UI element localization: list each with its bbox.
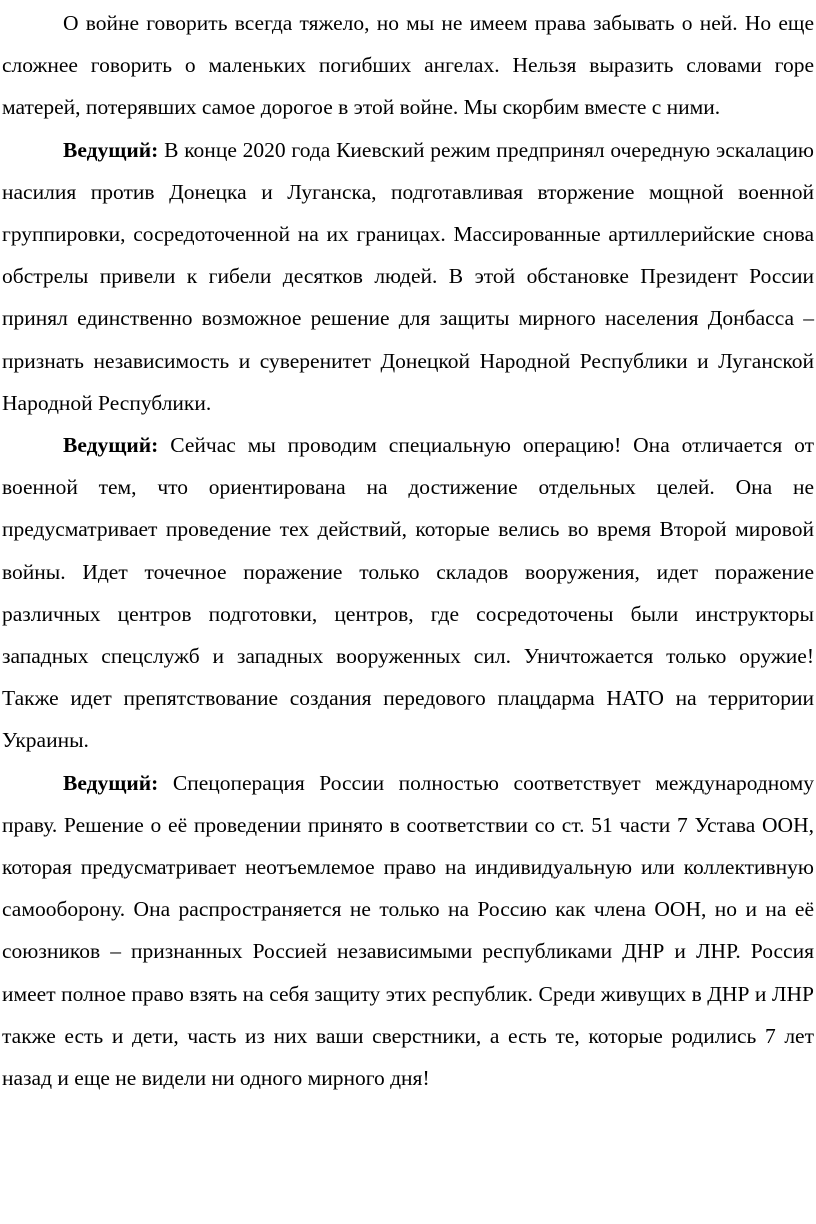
paragraph-text: Спецоперация России полностью соответствует международному праву. Решение о её проведении принято в соответствии со ст. 51 части 7 Устава ООН, которая предусматривает неотъемлемое право на индивидуальную или коллективную самооборону. Она распространяется не только на Россию как члена ООН, но и на её союзников – признанных Россией независимыми республиками ДНР и ЛНР. Россия имеет полное право взять на себя защиту этих республик. Среди живущих в ДНР и ЛНР также есть и дети, часть из них ваши сверстники, а есть те, которые родились 7 лет назад и еще не видели ни одного мирного дня!: [2, 770, 814, 1091]
paragraph-host-2: [2, 424, 814, 762]
paragraph-text: В конце 2020 года Киевский режим предпринял очередную эскалацию насилия против Донецка и Луганска, подготавливая вторжение мощной военной группировки, сосредоточенной на их границах. Массированные артиллерийские снова обстрелы привели к гибели десятков людей. В этой обстановке Президент России принял единственно возможное решение для защиты мирного населения Донбасса – признать независимость и суверенитет Донецкой Народной Республики и Луганской Народной Республики.: [2, 137, 814, 415]
paragraph-host-1: [2, 129, 814, 424]
paragraph-intro: [2, 2, 814, 129]
speaker-label: Ведущий:: [63, 137, 159, 162]
speaker-label: Ведущий:: [63, 433, 159, 458]
speaker-label: Ведущий:: [63, 770, 159, 795]
paragraph-text: Сейчас мы проводим специальную операцию! Она отличается от военной тем, что ориентирована на достижение отдельных целей. Она не предусматривает проведение тех действий, которые велись во время Второй мировой войны. Идет точечное поражение только складов вооружения, идет поражение различных центров подготовки, центров, где сосредоточены были инструкторы западных спецслужб и западных вооруженных сил. Уничтожается только оружие! Также идет препятствование создания передового плацдарма НАТО на территории Украины.: [2, 433, 814, 753]
paragraph-host-3: [2, 762, 814, 1100]
paragraph-text: О войне говорить всегда тяжело, но мы не имеем права забывать о ней. Но еще сложнее говорить о маленьких погибших ангелах. Нельзя выразить словами горе матерей, потерявших самое дорогое в этой войне. Мы скорбим вместе с ними.: [2, 11, 814, 120]
